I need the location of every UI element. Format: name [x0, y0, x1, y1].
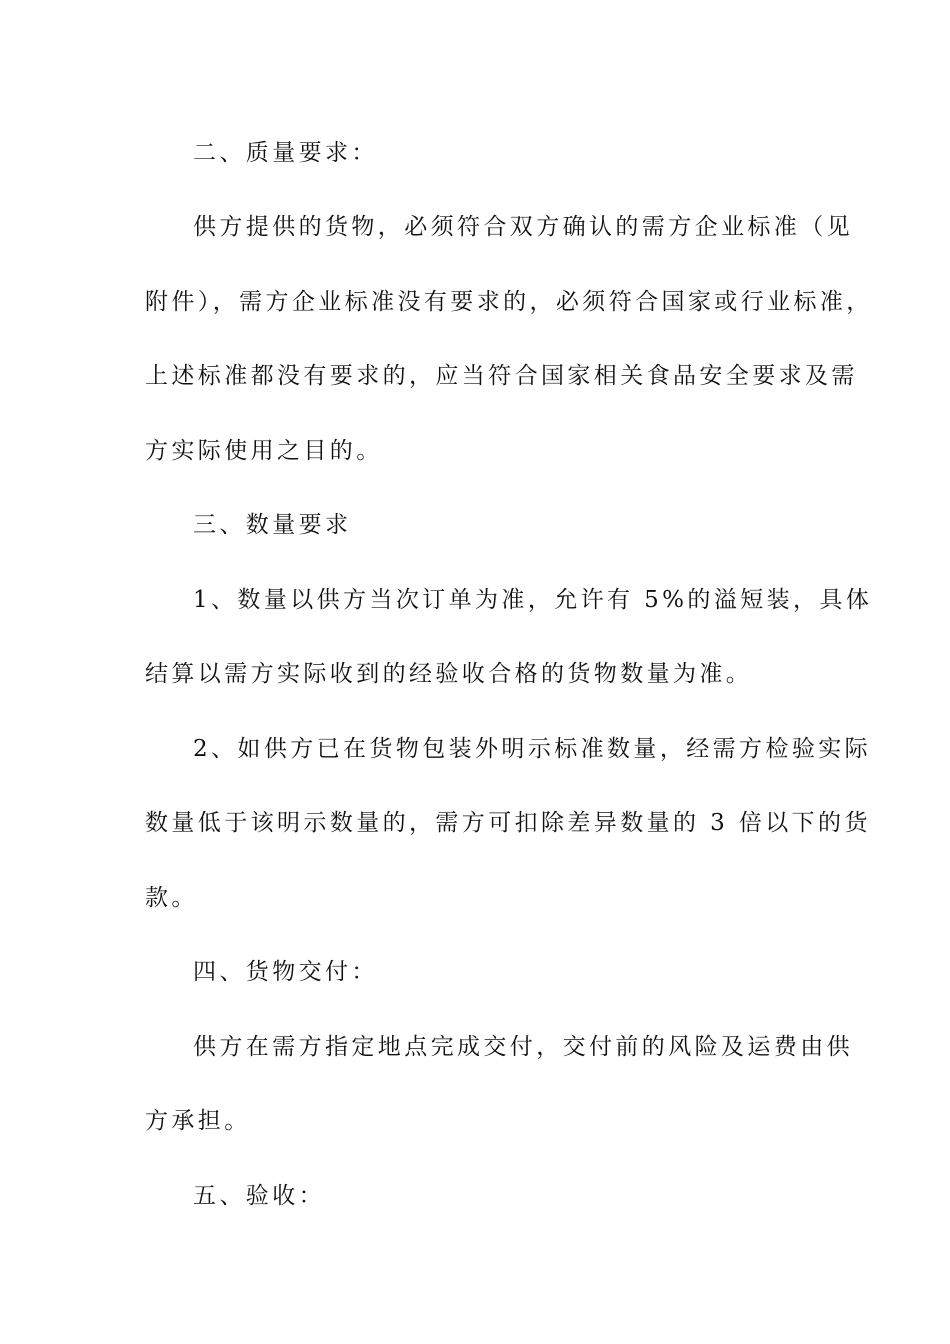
section-heading-quantity: 三、数量要求 — [193, 512, 352, 538]
paragraph-line: 供方提供的货物，必须符合双方确认的需方企业标准（见 — [193, 214, 853, 240]
paragraph-line: 数量低于该明示数量的，需方可扣除差异数量的 3 倍以下的货 — [145, 810, 871, 836]
paragraph-line: 方实际使用之目的。 — [145, 438, 383, 464]
section-heading-quality: 二、质量要求： — [193, 140, 378, 166]
section-heading-acceptance: 五、验收： — [193, 1183, 325, 1209]
paragraph-line: 款。 — [145, 885, 198, 911]
paragraph-line: 结算以需方实际收到的经验收合格的货物数量为准。 — [145, 661, 753, 687]
paragraph-line: 上述标准都没有要求的，应当符合国家相关食品安全要求及需 — [145, 363, 858, 389]
paragraph-line: 2、如供方已在货物包装外明示标准数量，经需方检验实际 — [193, 736, 872, 762]
paragraph-line: 附件），需方企业标准没有要求的，必须符合国家或行业标准， — [145, 289, 873, 315]
section-heading-delivery: 四、货物交付： — [193, 959, 378, 985]
paragraph-line: 1、数量以供方当次订单为准，允许有 5%的溢短装，具体 — [193, 587, 873, 613]
paragraph-line: 方承担。 — [145, 1108, 251, 1134]
paragraph-line: 供方在需方指定地点完成交付，交付前的风险及运费由供 — [193, 1034, 853, 1060]
